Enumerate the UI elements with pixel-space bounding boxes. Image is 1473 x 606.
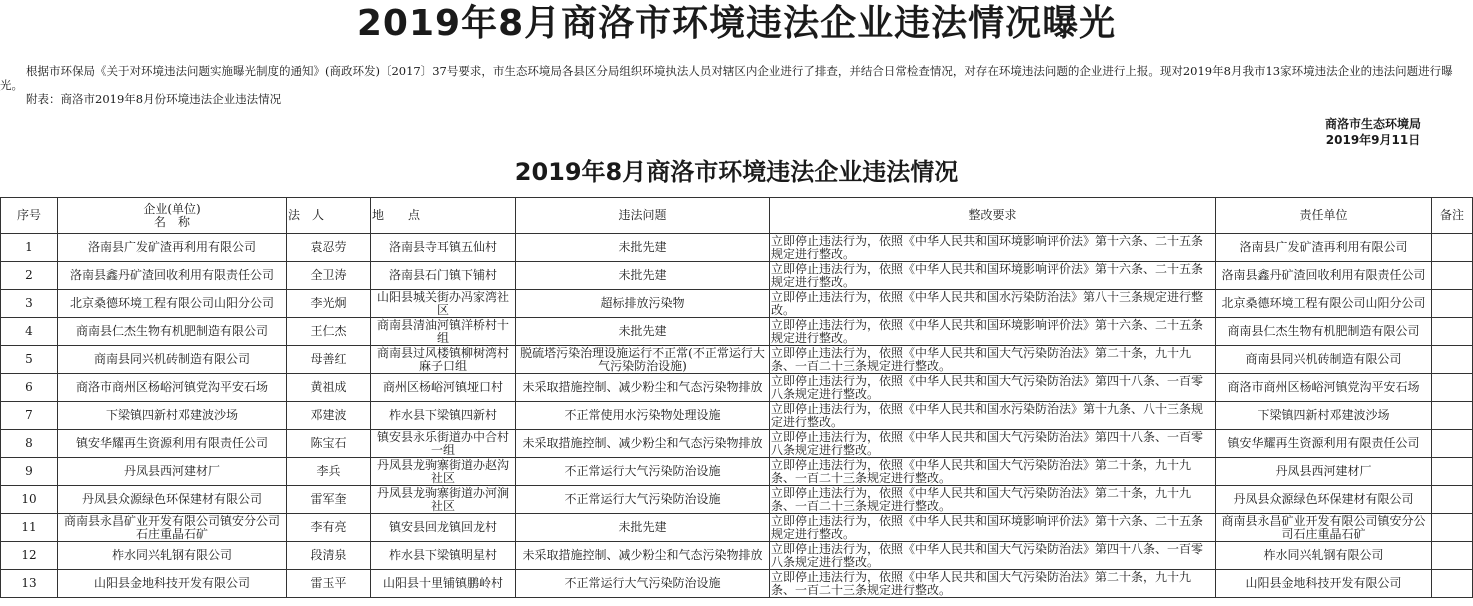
cell-address: 山阳县十里铺镇鹏岭村 — [371, 570, 516, 598]
cell-index: 7 — [1, 402, 58, 430]
cell-responsible: 洛南县广发矿渣再利用有限公司 — [1216, 234, 1432, 262]
table-row — [1, 514, 1473, 542]
cell-legal: 雷玉平 — [287, 570, 371, 598]
cell-company: 北京桑德环境工程有限公司山阳分公司 — [58, 290, 287, 318]
cell-requirement: 立即停止违法行为，依照《中华人民共和国环境影响评价法》第十六条、二十五条规定进行整改。 — [770, 234, 1216, 262]
issuer-block — [1313, 116, 1433, 148]
cell-violation: 未批先建 — [516, 262, 770, 290]
table-row — [1, 262, 1473, 290]
cell-requirement: 立即停止违法行为，依照《中华人民共和国大气污染防治法》第四十八条、一百零八条规定进行整改。 — [770, 374, 1216, 402]
cell-note — [1432, 486, 1473, 514]
cell-company: 丹凤县西河建材厂 — [58, 458, 287, 486]
cell-legal: 邓建波 — [287, 402, 371, 430]
table-header-row — [1, 198, 1473, 234]
cell-index: 9 — [1, 458, 58, 486]
cell-company: 商南县仁杰生物有机肥制造有限公司 — [58, 318, 287, 346]
table-row — [1, 430, 1473, 458]
header-legal: 法 人 — [287, 198, 371, 234]
cell-note — [1432, 542, 1473, 570]
cell-responsible: 商南县同兴机砖制造有限公司 — [1216, 346, 1432, 374]
cell-legal: 王仁杰 — [287, 318, 371, 346]
cell-index: 11 — [1, 514, 58, 542]
header-company-line1: 企业(单位) — [143, 201, 201, 216]
cell-company: 丹凤县众源绿色环保建材有限公司 — [58, 486, 287, 514]
cell-company: 洛南县鑫丹矿渣回收利用有限责任公司 — [58, 262, 287, 290]
header-requirement: 整改要求 — [770, 198, 1216, 234]
cell-violation: 未批先建 — [516, 234, 770, 262]
cell-responsible: 柞水同兴轧钢有限公司 — [1216, 542, 1432, 570]
table-row — [1, 290, 1473, 318]
cell-address: 商南县清油河镇洋桥村十组 — [371, 318, 516, 346]
cell-note — [1432, 318, 1473, 346]
cell-responsible: 丹凤县西河建材厂 — [1216, 458, 1432, 486]
cell-address: 商南县过风楼镇柳树湾村麻子口组 — [371, 346, 516, 374]
cell-company: 柞水同兴轧钢有限公司 — [58, 542, 287, 570]
cell-legal: 母善红 — [287, 346, 371, 374]
cell-violation: 未采取措施控制、减少粉尘和气态污染物排放 — [516, 374, 770, 402]
cell-requirement: 立即停止违法行为，依照《中华人民共和国大气污染防治法》第二十条，九十九条、一百二十三条规定进行整改。 — [770, 346, 1216, 374]
cell-responsible: 商南县仁杰生物有机肥制造有限公司 — [1216, 318, 1432, 346]
cell-note — [1432, 514, 1473, 542]
table-title: 2019年8月商洛市环境违法企业违法情况 — [514, 158, 959, 186]
cell-index: 2 — [1, 262, 58, 290]
cell-violation: 未采取措施控制、减少粉尘和气态污染物排放 — [516, 430, 770, 458]
cell-legal: 陈宝石 — [287, 430, 371, 458]
table-row — [1, 486, 1473, 514]
cell-address: 商州区杨峪河镇垭口村 — [371, 374, 516, 402]
cell-address: 丹凤县龙驹寨街道办赵沟社区 — [371, 458, 516, 486]
cell-company: 商南县同兴机砖制造有限公司 — [58, 346, 287, 374]
header-note: 备注 — [1432, 198, 1473, 234]
issue-date: 2019年9月11日 — [1325, 133, 1421, 147]
cell-legal: 李兵 — [287, 458, 371, 486]
header-responsible: 责任单位 — [1216, 198, 1432, 234]
cell-note — [1432, 346, 1473, 374]
violations-table — [0, 197, 1473, 598]
cell-violation: 不正常使用水污染物处理设施 — [516, 402, 770, 430]
issuer-name: 商洛市生态环境局 — [1324, 117, 1421, 131]
cell-requirement: 立即停止违法行为，依照《中华人民共和国环境影响评价法》第十六条、二十五条规定进行整改。 — [770, 262, 1216, 290]
cell-note — [1432, 570, 1473, 598]
cell-address: 丹凤县龙驹寨街道办河涧社区 — [371, 486, 516, 514]
cell-responsible: 商洛市商州区杨峪河镇党沟平安石场 — [1216, 374, 1432, 402]
table-row — [1, 570, 1473, 598]
cell-company: 洛南县广发矿渣再利用有限公司 — [58, 234, 287, 262]
cell-address: 柞水县下梁镇明星村 — [371, 542, 516, 570]
cell-index: 12 — [1, 542, 58, 570]
cell-requirement: 立即停止违法行为，依照《中华人民共和国大气污染防治法》第二十条，九十九条、一百二十三条规定进行整改。 — [770, 570, 1216, 598]
table-row — [1, 234, 1473, 262]
cell-violation: 脱硫塔污染治理设施运行不正常(不正常运行大气污染防治设施) — [516, 346, 770, 374]
cell-responsible: 下梁镇四新村邓建波沙场 — [1216, 402, 1432, 430]
cell-note — [1432, 402, 1473, 430]
cell-responsible: 北京桑德环境工程有限公司山阳分公司 — [1216, 290, 1432, 318]
cell-legal: 黄祖成 — [287, 374, 371, 402]
header-company — [58, 198, 287, 234]
cell-note — [1432, 234, 1473, 262]
cell-index: 8 — [1, 430, 58, 458]
cell-requirement: 立即停止违法行为，依照《中华人民共和国环境影响评价法》第十六条、二十五条规定进行整改。 — [770, 318, 1216, 346]
cell-legal: 全卫涛 — [287, 262, 371, 290]
cell-legal: 袁忍劳 — [287, 234, 371, 262]
header-company-line2: 名 称 — [153, 214, 190, 229]
cell-address: 洛南县寺耳镇五仙村 — [371, 234, 516, 262]
cell-legal: 李有亮 — [287, 514, 371, 542]
table-row — [1, 318, 1473, 346]
cell-requirement: 立即停止违法行为，依照《中华人民共和国大气污染防治法》第二十条，九十九条、一百二十三条规定进行整改。 — [770, 458, 1216, 486]
cell-legal: 李光炯 — [287, 290, 371, 318]
cell-responsible: 洛南县鑫丹矿渣回收利用有限责任公司 — [1216, 262, 1432, 290]
cell-index: 4 — [1, 318, 58, 346]
header-violation: 违法问题 — [516, 198, 770, 234]
cell-index: 3 — [1, 290, 58, 318]
header-address: 地 点 — [371, 198, 516, 234]
table-row — [1, 346, 1473, 374]
cell-company: 镇安华耀再生资源利用有限责任公司 — [58, 430, 287, 458]
cell-index: 10 — [1, 486, 58, 514]
cell-requirement: 立即停止违法行为，依照《中华人民共和国大气污染防治法》第二十条，九十九条、一百二十三条规定进行整改。 — [770, 486, 1216, 514]
cell-index: 5 — [1, 346, 58, 374]
cell-responsible: 山阳县金地科技开发有限公司 — [1216, 570, 1432, 598]
cell-responsible: 商南县永昌矿业开发有限公司镇安分公司石庄重晶石矿 — [1216, 514, 1432, 542]
cell-address: 镇安县回龙镇回龙村 — [371, 514, 516, 542]
attachment-note: 附表：商洛市2019年8月份环境违法企业违法情况 — [26, 92, 282, 106]
cell-violation: 超标排放污染物 — [516, 290, 770, 318]
table-row — [1, 374, 1473, 402]
cell-note — [1432, 262, 1473, 290]
page-title: 2019年8月商洛市环境违法企业违法情况曝光 — [356, 3, 1117, 44]
cell-note — [1432, 430, 1473, 458]
cell-index: 1 — [1, 234, 58, 262]
cell-index: 6 — [1, 374, 58, 402]
cell-responsible: 丹凤县众源绿色环保建材有限公司 — [1216, 486, 1432, 514]
cell-index: 13 — [1, 570, 58, 598]
cell-violation: 未采取措施控制、减少粉尘和气态污染物排放 — [516, 542, 770, 570]
cell-company: 商南县永昌矿业开发有限公司镇安分公司石庄重晶石矿 — [58, 514, 287, 542]
cell-address: 镇安县永乐街道办中合村一组 — [371, 430, 516, 458]
cell-requirement: 立即停止违法行为，依照《中华人民共和国水污染防治法》第十九条、八十三条规定进行整改。 — [770, 402, 1216, 430]
cell-address: 山阳县城关街办冯家湾社区 — [371, 290, 516, 318]
cell-company: 山阳县金地科技开发有限公司 — [58, 570, 287, 598]
header-index: 序号 — [1, 198, 58, 234]
cell-note — [1432, 374, 1473, 402]
table-body — [1, 234, 1473, 598]
cell-note — [1432, 458, 1473, 486]
table-row — [1, 458, 1473, 486]
table-row — [1, 542, 1473, 570]
cell-responsible: 镇安华耀再生资源利用有限责任公司 — [1216, 430, 1432, 458]
intro-text — [0, 64, 1473, 106]
cell-violation: 未批先建 — [516, 514, 770, 542]
cell-violation: 不正常运行大气污染防治设施 — [516, 486, 770, 514]
cell-violation: 不正常运行大气污染防治设施 — [516, 570, 770, 598]
intro-paragraph: 根据市环保局《关于对环境违法问题实施曝光制度的通知》(商政环发)〔2017〕37号要求，市生态环境局各县区分局组织环境执法人员对辖区内企业进行了排查，并结合日常检查情况，对存在环境违法问题的企业进行上报。现对2019年8月我市13家环境违法企业的违法问题进行曝光。 — [0, 64, 1453, 92]
table-row — [1, 402, 1473, 430]
cell-requirement: 立即停止违法行为，依照《中华人民共和国环境影响评价法》第十六条、二十五条规定进行整改。 — [770, 514, 1216, 542]
cell-note — [1432, 290, 1473, 318]
cell-requirement: 立即停止违法行为，依照《中华人民共和国大气污染防治法》第四十八条、一百零八条规定进行整改。 — [770, 430, 1216, 458]
cell-requirement: 立即停止违法行为，依照《中华人民共和国大气污染防治法》第四十八条、一百零八条规定进行整改。 — [770, 542, 1216, 570]
cell-company: 商洛市商州区杨峪河镇党沟平安石场 — [58, 374, 287, 402]
cell-company: 下梁镇四新村邓建波沙场 — [58, 402, 287, 430]
cell-legal: 段清泉 — [287, 542, 371, 570]
cell-requirement: 立即停止违法行为，依照《中华人民共和国水污染防治法》第八十三条规定进行整改。 — [770, 290, 1216, 318]
cell-legal: 雷军奎 — [287, 486, 371, 514]
cell-address: 洛南县石门镇下铺村 — [371, 262, 516, 290]
cell-violation: 未批先建 — [516, 318, 770, 346]
cell-violation: 不正常运行大气污染防治设施 — [516, 458, 770, 486]
cell-address: 柞水县下梁镇四新村 — [371, 402, 516, 430]
